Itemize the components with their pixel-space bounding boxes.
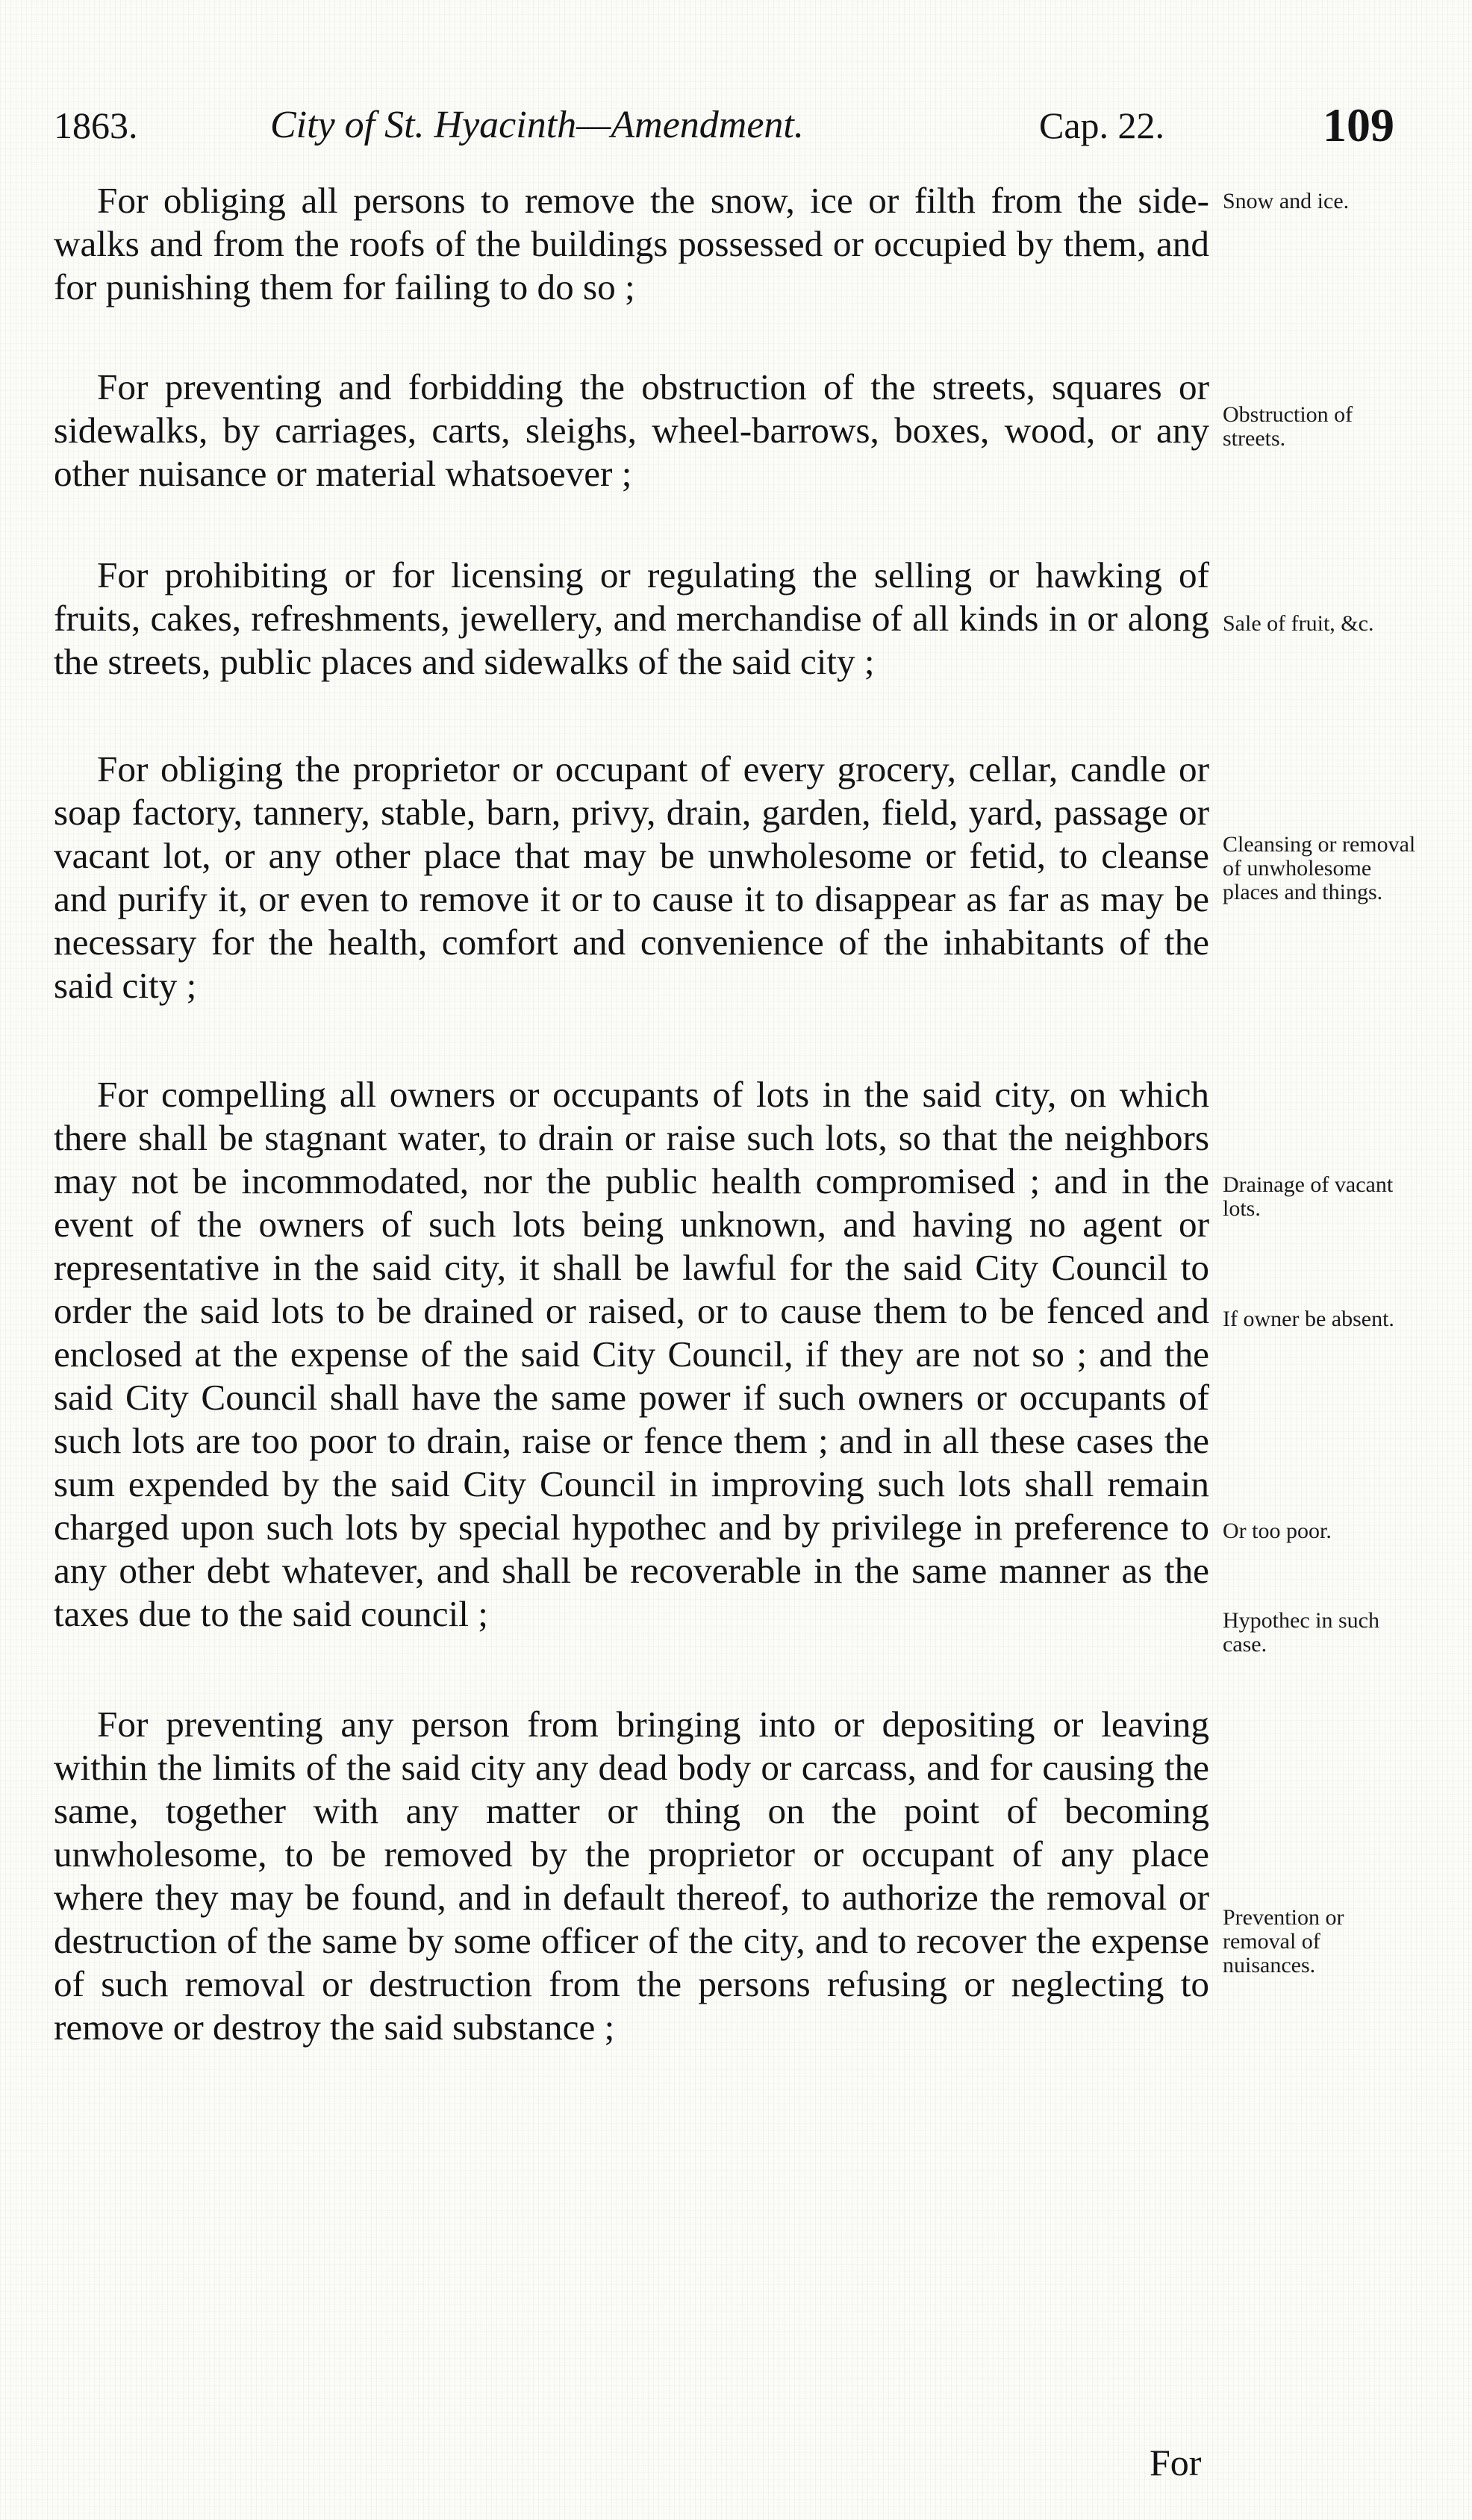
side-note-owner-absent: If owner be absent. — [1223, 1307, 1394, 1331]
side-note-cleansing: Cleansing or removal of unwholesome places and things. — [1223, 832, 1416, 904]
header-title: City of St. Hyacinth—Amendment. — [270, 104, 804, 146]
header-year: 1863. — [54, 104, 138, 146]
page-number: 109 — [1323, 99, 1394, 151]
paragraph-obstruction: For preventing and forbidding the obstruction of the streets, squares or sidewalks, by carriages, carts, sleighs, wheel-barrows, boxes, wood, or any other nuisance or material whatsoever ; — [54, 366, 1209, 494]
paragraph-sale: For prohibiting or for licensing or regulating the selling or hawking of fruits, cakes, refreshments, jewellery, and merchandise of all kinds in or along the streets, public places and sidewalks of the said city ; — [54, 554, 1209, 682]
paragraph-drainage: For compelling all owners or occupants of lots in the said city, on which there shall be stagnant water, to drain or raise such lots, so that the neighbors may not be incommodated, nor the public health compromised ; and in the event of the owners of such lots being unknown, and having no agent or representative in the said city, it shall be lawful for the said City Council to order the said lots to be drained or raised, or to cause them to be fenced and enclosed at the expense of the said City Council, if they are not so ; and the said City Council shall have the same power if such owners or occupants of such lots are too poor to drain, raise or fence them ; and in all these cases the sum expended by the said City Council in improving such lots shall remain charged upon such lots by special hypothec and by privilege in preference to any other debt whatever, and shall be recoverable in the same manner as the taxes due to the said council ; — [54, 1074, 1209, 1634]
body-text — [54, 179, 1209, 2112]
paragraph-snow: For obliging all persons to remove the snow, ice or filth from the side-walks and from the roofs of the buildings possessed or occupied by them, and for punishing them for failing to do so ; — [54, 180, 1209, 307]
paragraph-cleansing: For obliging the proprietor or occupant of every grocery, cellar, candle or soap factory, tannery, stable, barn, privy, drain, garden, field, yard, passage or vacant lot, or any other place that may be unwholesome or fetid, to cleanse and purify it, or even to remove it or to cause it to disappear as far as may be necessary for the health, comfort and convenience of the inhabitants of the said city ; — [54, 748, 1209, 1006]
side-note-too-poor: Or too poor. — [1223, 1519, 1332, 1543]
side-note-obstruction: Obstruction of streets. — [1223, 402, 1353, 451]
side-note-sale: Sale of fruit, &c. — [1223, 611, 1374, 636]
paragraph-nuisances: For preventing any person from bringing into or depositing or leaving within the limits of the said city any dead body or carcass, and for causing the same, together with any matter or thing on the point of becoming unwholesome, to be removed by the proprietor or occupant of any place where they may be found, and in default thereof, to authorize the removal or destruction of the same by some officer of the city, and to recover the expense of such removal or destruction from the persons refusing or neglecting to remove or destroy the said substance ; — [54, 1704, 1209, 2048]
catchword: For — [1150, 2442, 1202, 2483]
side-note-snow: Snow and ice. — [1223, 189, 1350, 213]
header-chapter: Cap. 22. — [1039, 104, 1165, 146]
side-note-hypothec: Hypothec in such case. — [1223, 1608, 1379, 1657]
side-note-drainage: Drainage of vacant lots. — [1223, 1172, 1394, 1221]
running-header — [54, 96, 1412, 155]
side-note-nuisances: Prevention or removal of nuisances. — [1223, 1905, 1344, 1977]
